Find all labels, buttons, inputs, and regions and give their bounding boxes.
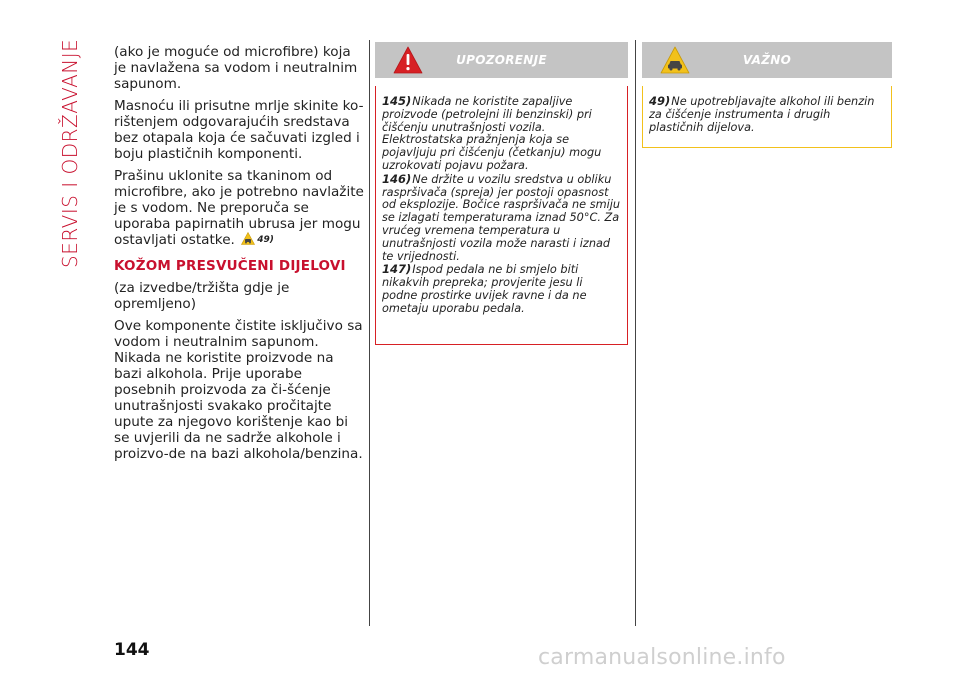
reference-number: 146) (382, 171, 412, 186)
paragraph: Masnoću ili prisutne mrlje skinite ko-rištenjem odgovarajućih sredstava bez otapala koja će sačuvati izgled i boju plastičnih komponenti. (114, 98, 364, 162)
section-title: SERVIS I ODRŽAVANJE (58, 38, 82, 268)
car-caution-icon (660, 46, 690, 74)
column-divider (369, 40, 370, 626)
paragraph: (za izvedbe/tržišta gdje je opremljeno) (114, 280, 290, 312)
paragraph: (ako je moguće od microfibre) koja je navlažena sa vodom i neutralnim sapunom. (114, 44, 358, 92)
watermark: carmanualsonline.info (538, 645, 786, 670)
important-box-header (642, 42, 892, 78)
warning-item-text: Nikada ne koristite zapaljive proizvode (petrolejni ili benzinski) pri čišćenju unutrašnjosti vozila. Elektrostatska pražnjenja koja se pojavljuju pri čišćenju (četkanju) mogu uzrokovati pojavu požara. (382, 95, 602, 172)
important-item-text: Ne upotrebljavajte alkohol ili benzin za čišćenje instrumenta i drugih plastičnih dijelova. (649, 95, 875, 134)
column-divider (635, 40, 636, 626)
warning-item (382, 173, 621, 264)
warning-box-title: UPOZORENJE (456, 53, 547, 67)
paragraph-text: Prašinu uklonite sa tkaninom od microfibre, ako je potrebno navlažite je s vodom. Ne preporuča se uporaba papirnatih ubrusa jer mogu ostavljati ostatke. (114, 168, 364, 248)
paragraph (114, 168, 364, 248)
warning-box-body (375, 86, 628, 345)
section-heading: KOŽOM PRESVUČENI DIJELOVI (114, 258, 346, 274)
warning-item (382, 263, 621, 315)
inline-reference[interactable] (239, 232, 274, 248)
warning-item-text: Ispod pedala ne bi smjelo biti nikakvih prepreka; provjerite jesu li podne prostirke uvijek ravne i da ne ometaju uporabu pedala. (382, 263, 587, 315)
important-box-body (642, 86, 892, 148)
reference-number: 147) (382, 262, 412, 277)
car-caution-icon (241, 232, 255, 245)
reference-number: 49) (649, 94, 671, 108)
page-number: 144 (114, 640, 150, 660)
important-item (649, 95, 885, 134)
reference-number: 49) (257, 235, 274, 245)
important-box-title: VAŽNO (742, 53, 792, 67)
main-text-column (114, 44, 364, 468)
warning-triangle-icon (393, 46, 423, 74)
warning-item-text: Ne držite u vozilu sredstva u obliku raspršivača (spreja) jer postoji opasnost od eksplozije. Bočice raspršivača ne smiju se izlagati temperaturama iznad 50°C. Za vrućeg vremena temperatura u unutrašnjosti vozila može narasti i iznad te vrijednosti. (382, 172, 621, 263)
reference-number: 145) (382, 94, 412, 108)
warning-box-header (375, 42, 628, 78)
paragraph: Ove komponente čistite isključivo sa vodom i neutralnim sapunom. Nikada ne koristite proizvode na bazi alkohola. Prije uporabe posebnih proizvoda za či-šćenje unutrašnjosti svakako pročitajte upute za njegovo korištenje kao bi se uvjerili da ne sadrže alkohole i proizvo-de na bazi alkohola/benzina. (114, 318, 363, 462)
warning-item (382, 95, 621, 173)
